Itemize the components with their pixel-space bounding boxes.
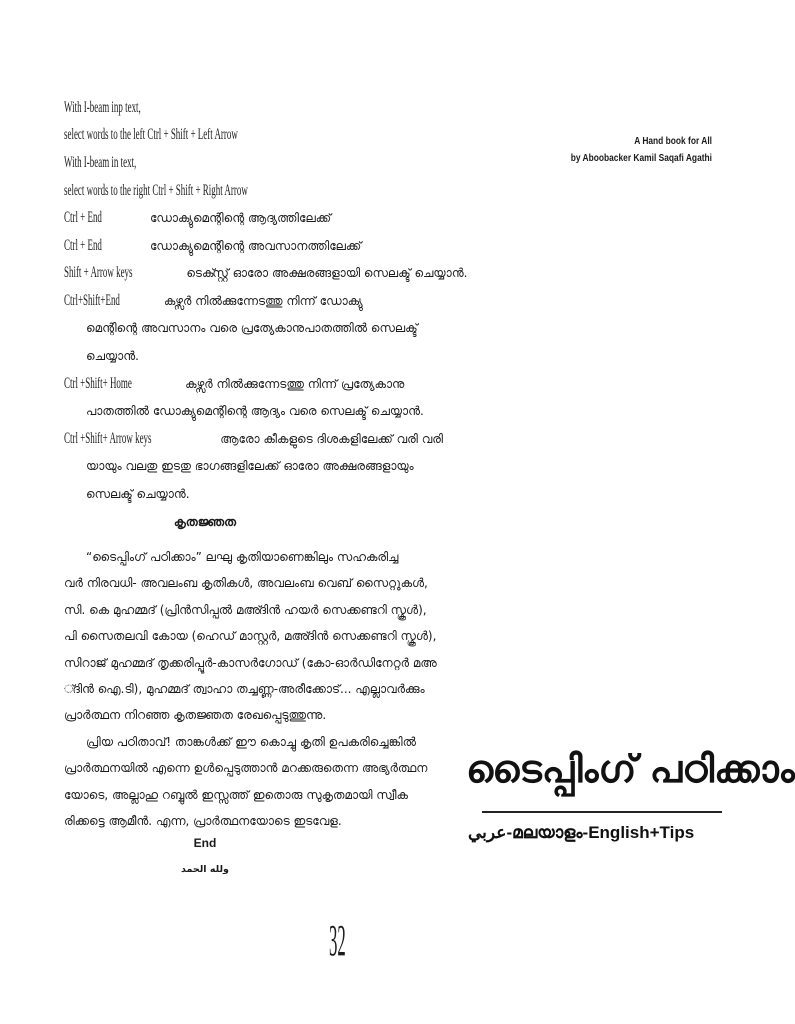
shortcut-key-text: Ctrl +Shift+ Arrow keys: [64, 429, 152, 447]
book-title: ടൈപ്പിംഗ് പഠിക്കാം: [466, 747, 795, 791]
intro-line: [64, 177, 346, 205]
shortcut-row: [64, 204, 346, 232]
shortcut-key-text: Ctrl +Shift+ Home: [64, 374, 132, 392]
paragraph-text: “ടൈപ്പിംഗ് പഠിക്കാം” ലഘു കൃതിയാണെങ്കിലും സഹകരിച്ച: [86, 550, 399, 564]
shortcut-key-text: Ctrl+Shift+End: [64, 291, 120, 309]
shortcut-description: ഡോക്യുമെന്റിന്റെ അവസാനത്തിലേക്ക്: [150, 238, 362, 253]
paragraph-text: പ്രിയ പഠിതാവ്! താങ്കൾക്ക് ഈ കൊച്ചു കൃതി ഉപകരിച്ചെങ്കിൽ: [86, 734, 417, 749]
intro-line: [64, 94, 346, 122]
shortcut-key: [64, 264, 186, 282]
shortcut-description: ഡോക്യുമെന്റിന്റെ ആദ്യത്തിലേക്ക്: [150, 210, 332, 225]
shortcut-key-text: Ctrl + End: [64, 236, 102, 254]
acknowledgement-heading-text: കൃതജ്ഞത: [173, 514, 237, 530]
paragraph-text: പി സൈതലവി കോയ (ഹെഡ് മാസ്റ്റർ, മഅ്ദിൻ സെക്കണ്ടറി സ്കൂൾ),: [64, 629, 437, 644]
intro-text: select words to the right Ctrl + Shift + Right Arrow: [64, 181, 248, 199]
shortcut-continuation: [64, 398, 424, 426]
shortcut-row: [64, 287, 363, 315]
paragraph-line: [64, 597, 427, 623]
shortcut-continuation: [64, 453, 414, 481]
paragraph-line: [64, 623, 437, 649]
intro-text: With I-beam in text,: [64, 153, 137, 171]
paragraph-line: [64, 570, 428, 596]
paragraph-line: [64, 544, 399, 570]
paragraph-line: [64, 650, 437, 676]
paragraph-line: [64, 782, 408, 808]
shortcut-row: [64, 370, 405, 398]
paragraph-text: പ്രാർത്ഥന നിറഞ്ഞ കൃതജ്ഞത രേഖപ്പെടുത്തുന്നു.: [64, 708, 327, 723]
shortcut-continuation: [64, 315, 418, 343]
shortcut-key: [64, 237, 150, 255]
paragraph-line: [64, 808, 346, 834]
paragraph-text: സി. കെ മുഹമ്മദ് (പ്രിൻസിപ്പൽ മഅ്ദിൻ ഹയർ സെക്കണ്ടറി സ്കൂൾ),: [64, 602, 427, 617]
shortcut-row: [64, 232, 362, 260]
shortcut-key-text: Shift + Arrow keys: [64, 264, 133, 282]
paragraph-text: വർ നിരവധി- അവലംബ കൃതികൾ, അവലംബ വെബ് സൈറ്റുകൾ,: [64, 576, 428, 591]
shortcut-key-text: Ctrl + End: [64, 209, 102, 227]
shortcut-description: മെന്റിന്റെ അവസാനം വരെ പ്രത്യേകാനുപാതത്തിൽ സെലക്ട്: [86, 321, 418, 336]
title-rule: [482, 811, 722, 813]
intro-line: [64, 149, 346, 177]
acknowledgement-heading: [64, 508, 346, 536]
paragraph-text: യോടെ, അല്ലാഹു റബ്ബുൽ ഇസ്സത്ത് ഇതൊരു സുകൃതമായി സ്വീക: [64, 787, 408, 802]
intro-text: With I-beam inp text,: [64, 98, 141, 116]
paragraph-text: രിക്കട്ടെ ആമീൻ. എന്ന, പ്രാർത്ഥനയോടെ ഇടവേള.: [64, 813, 342, 828]
intro-text: select words to the left Ctrl + Shift + Left Arrow: [64, 126, 238, 144]
shortcut-key: [64, 375, 185, 393]
closing-arabic: ولله الحمد: [181, 864, 229, 875]
shortcut-description: ആരോ കീകളുടെ ദിശകളിലേക്ക് വരി വരി: [220, 431, 443, 446]
shortcut-description: പാതത്തിൽ ഡോക്യുമെന്റിന്റെ ആദ്യം വരെ സെലക്ട് ചെയ്യാൻ.: [86, 404, 424, 419]
shortcut-row: [64, 260, 468, 288]
shortcut-row: [64, 425, 443, 453]
shortcut-key: [64, 430, 220, 448]
page-number: 32: [329, 916, 346, 965]
shortcut-continuation: [64, 480, 346, 508]
paragraph-line: [64, 702, 346, 728]
shortcut-section: [64, 94, 468, 536]
shortcut-description: കഴ്സർ നിൽക്കുന്നേടത്തു നിന്ന് ഡോക്യു: [163, 293, 363, 308]
shortcut-description: ചെയ്യാൻ.: [86, 348, 139, 363]
paragraph-line: [64, 755, 428, 781]
paragraph-line: [64, 729, 417, 755]
shortcut-description: യായും വലതു ഇടതു ഭാഗങ്ങളിലേക്ക് ഓരോ അക്ഷരങ്ങളായും: [86, 459, 414, 474]
shortcut-description: കഴ്സർ നിൽക്കുന്നേടത്തു നിന്ന് പ്രത്യേകാനു: [185, 376, 405, 391]
paragraph-line: [64, 676, 425, 702]
end-label: End: [193, 836, 217, 850]
book-author: by Aboobacker Kamil Saqafi Agathi: [570, 152, 712, 164]
shortcut-continuation: [64, 342, 346, 370]
shortcut-key: [64, 209, 150, 227]
intro-line: [64, 122, 346, 150]
shortcut-key: [64, 292, 164, 310]
shortcut-description: സെലക്ട് ചെയ്യാൻ.: [86, 486, 190, 501]
shortcut-description: ടെക്സ്റ്റ് ഓരോ അക്ഷരങ്ങളായി സെലക്ട് ചെയ്യാൻ.: [186, 266, 468, 281]
book-tagline: A Hand book for All: [634, 135, 712, 147]
paragraph-text: സിറാജ് മുഹമ്മദ് തൃക്കരിപ്പൂർ-കാസർഗോഡ് (കോ-ഓർഡിനേറ്റർ മഅ: [64, 655, 437, 670]
acknowledgement-paragraph: [64, 544, 437, 834]
paragraph-text: ്ദിൻ ഐ.ടി), മുഹമ്മദ് ത്വാഹാ തച്ചണ്ണ-അരീക്കോട്... എല്ലാവർക്കും: [64, 681, 425, 696]
paragraph-text: പ്രാർത്ഥനയിൽ എന്നെ ഉൾപ്പെടുത്താൻ മറക്കരുതെന്ന അഭ്യർത്ഥന: [64, 761, 428, 776]
book-subtitle: عربي-മലയാളം-English+Tips: [468, 823, 695, 842]
